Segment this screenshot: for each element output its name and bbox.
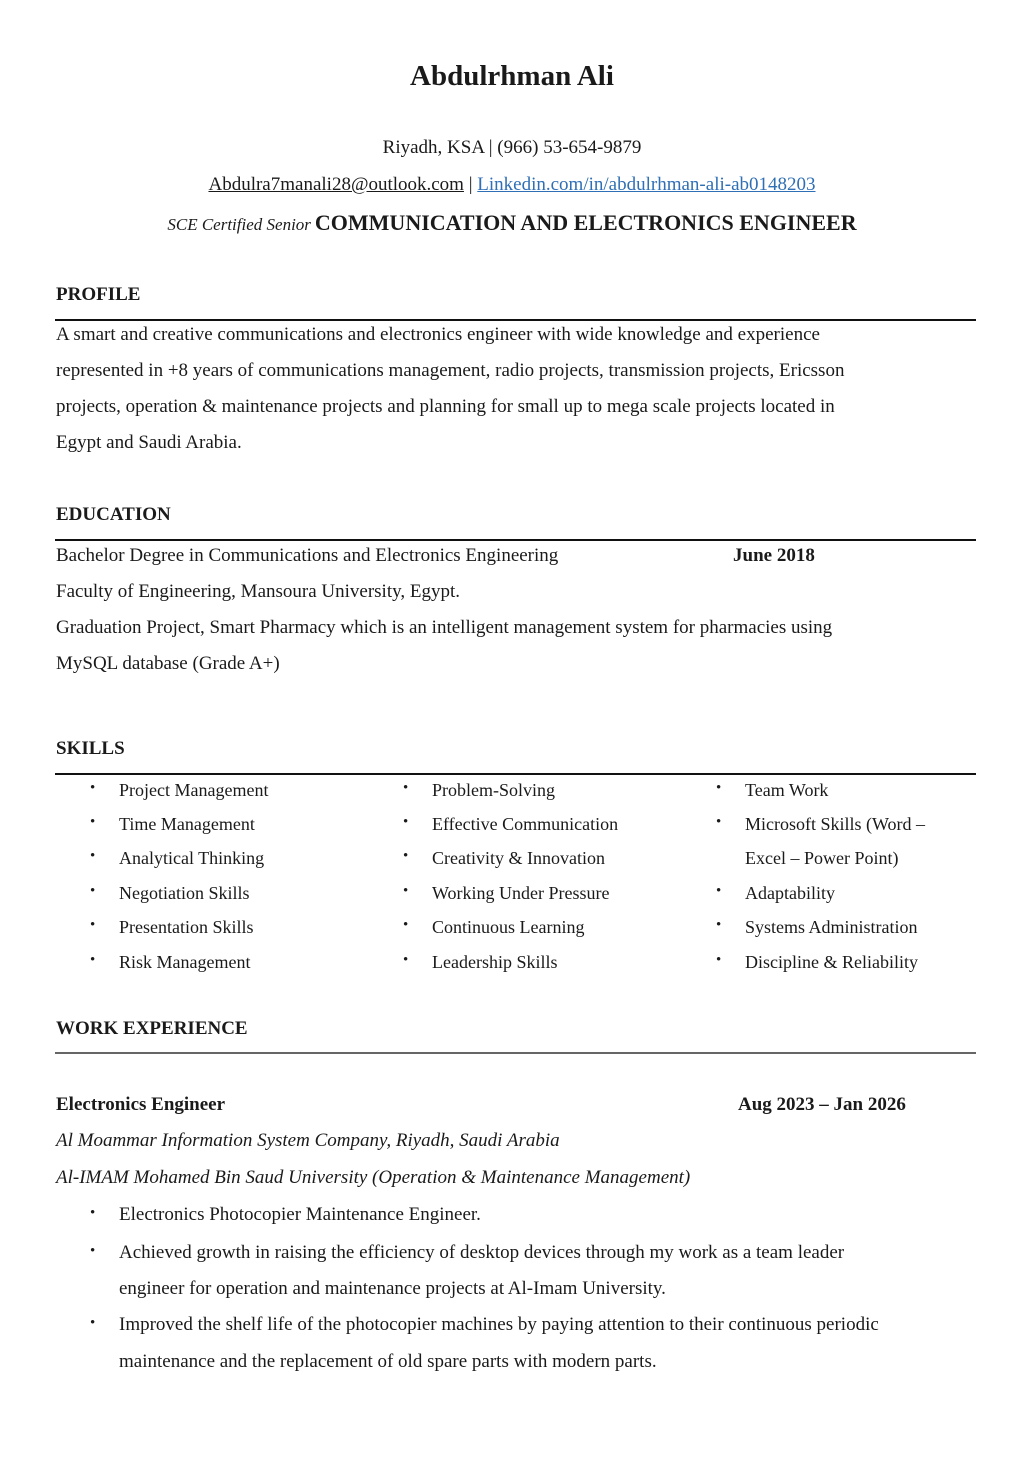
bullet-icon: • xyxy=(716,952,722,968)
job-bullet-line: engineer for operation and maintenance projects at Al-Imam University. xyxy=(119,1278,666,1299)
skill-item: Risk Management xyxy=(119,952,251,972)
skill-item: Microsoft Skills (Word – xyxy=(745,814,926,834)
section-divider xyxy=(55,539,976,541)
bullet-icon: • xyxy=(90,848,96,864)
skill-item: Negotiation Skills xyxy=(119,883,250,903)
skill-item: Project Management xyxy=(119,780,269,800)
bullet-icon: • xyxy=(90,780,96,796)
bullet-icon: • xyxy=(716,814,722,830)
skill-item: Problem-Solving xyxy=(432,780,556,800)
profile-heading: PROFILE xyxy=(56,284,141,305)
bullet-icon: • xyxy=(403,814,409,830)
bullet-icon: • xyxy=(90,952,96,968)
skills-heading: SKILLS xyxy=(56,738,125,759)
education-line: MySQL database (Grade A+) xyxy=(56,653,280,674)
work-heading: WORK EXPERIENCE xyxy=(56,1018,248,1039)
section-divider xyxy=(55,319,976,321)
job-bullet-line: maintenance and the replacement of old spare parts with modern parts. xyxy=(119,1351,657,1372)
section-divider xyxy=(55,1052,976,1054)
graduation-date: June 2018 xyxy=(733,545,815,566)
job-company: Al Moammar Information System Company, Riyadh, Saudi Arabia xyxy=(56,1130,560,1151)
contact-line xyxy=(0,173,1024,197)
job-bullet-line: Achieved growth in raising the efficiency of desktop devices through my work as a team leader xyxy=(119,1242,845,1263)
job-dates: Aug 2023 – Jan 2026 xyxy=(738,1094,906,1115)
skill-item: Team Work xyxy=(745,780,829,800)
title-line xyxy=(0,209,1024,240)
cert-prefix: SCE Certified Senior xyxy=(167,215,311,234)
linkedin-link[interactable]: Linkedin.com/in/abdulrhman-ali-ab0148203 xyxy=(477,174,816,195)
profile-line: projects, operation & maintenance projects and planning for small up to mega scale projects located in xyxy=(56,396,835,417)
skill-item: Effective Communication xyxy=(432,814,619,834)
skill-item: Time Management xyxy=(119,814,255,834)
job-bullet-line: Electronics Photocopier Maintenance Engineer. xyxy=(119,1204,481,1225)
role-title: COMMUNICATION AND ELECTRONICS ENGINEER xyxy=(314,210,857,235)
job-bullet-line: Improved the shelf life of the photocopier machines by paying attention to their continuous periodic xyxy=(119,1314,879,1335)
skill-item: Leadership Skills xyxy=(432,952,558,972)
bullet-icon: • xyxy=(403,883,409,899)
bullet-icon: • xyxy=(90,883,96,899)
job-client: Al-IMAM Mohamed Bin Saud University (Operation & Maintenance Management) xyxy=(56,1167,691,1188)
education-heading: EDUCATION xyxy=(56,504,171,525)
education-line: Faculty of Engineering, Mansoura University, Egypt. xyxy=(56,581,461,602)
bullet-icon: • xyxy=(403,780,409,796)
profile-line: A smart and creative communications and electronics engineer with wide knowledge and experience xyxy=(56,324,820,345)
location-phone: Riyadh, KSA | (966) 53-654-9879 xyxy=(382,137,642,158)
profile-line: Egypt and Saudi Arabia. xyxy=(56,432,242,453)
bullet-icon: • xyxy=(403,848,409,864)
bullet-icon: • xyxy=(90,1205,96,1221)
candidate-name: Abdulrhman Ali xyxy=(410,60,614,92)
skill-item: Continuous Learning xyxy=(432,917,585,937)
bullet-icon: • xyxy=(90,814,96,830)
bullet-icon: • xyxy=(403,952,409,968)
job-title: Electronics Engineer xyxy=(56,1094,226,1115)
skill-item: Systems Administration xyxy=(745,917,918,937)
bullet-icon: • xyxy=(403,917,409,933)
skill-item: Working Under Pressure xyxy=(432,883,610,903)
skill-item: Analytical Thinking xyxy=(119,848,265,868)
skill-item: Discipline & Reliability xyxy=(745,952,918,972)
separator: | xyxy=(463,174,478,195)
education-line: Graduation Project, Smart Pharmacy which is an intelligent management system for pharmacies using xyxy=(56,617,833,638)
degree: Bachelor Degree in Communications and Electronics Engineering xyxy=(56,545,559,566)
bullet-icon: • xyxy=(716,883,722,899)
bullet-icon: • xyxy=(90,1243,96,1259)
section-divider xyxy=(55,773,976,775)
bullet-icon: • xyxy=(90,1315,96,1331)
skill-item: Creativity & Innovation xyxy=(432,848,605,868)
bullet-icon: • xyxy=(716,917,722,933)
profile-line: represented in +8 years of communications management, radio projects, transmission projects, Ericsson xyxy=(56,360,845,381)
email-link[interactable]: Abdulra7manali28@outlook.com xyxy=(208,174,464,195)
skill-item: Adaptability xyxy=(745,883,835,903)
bullet-icon: • xyxy=(90,917,96,933)
bullet-icon: • xyxy=(716,780,722,796)
skill-item: Presentation Skills xyxy=(119,917,254,937)
skill-item: Excel – Power Point) xyxy=(745,848,899,868)
